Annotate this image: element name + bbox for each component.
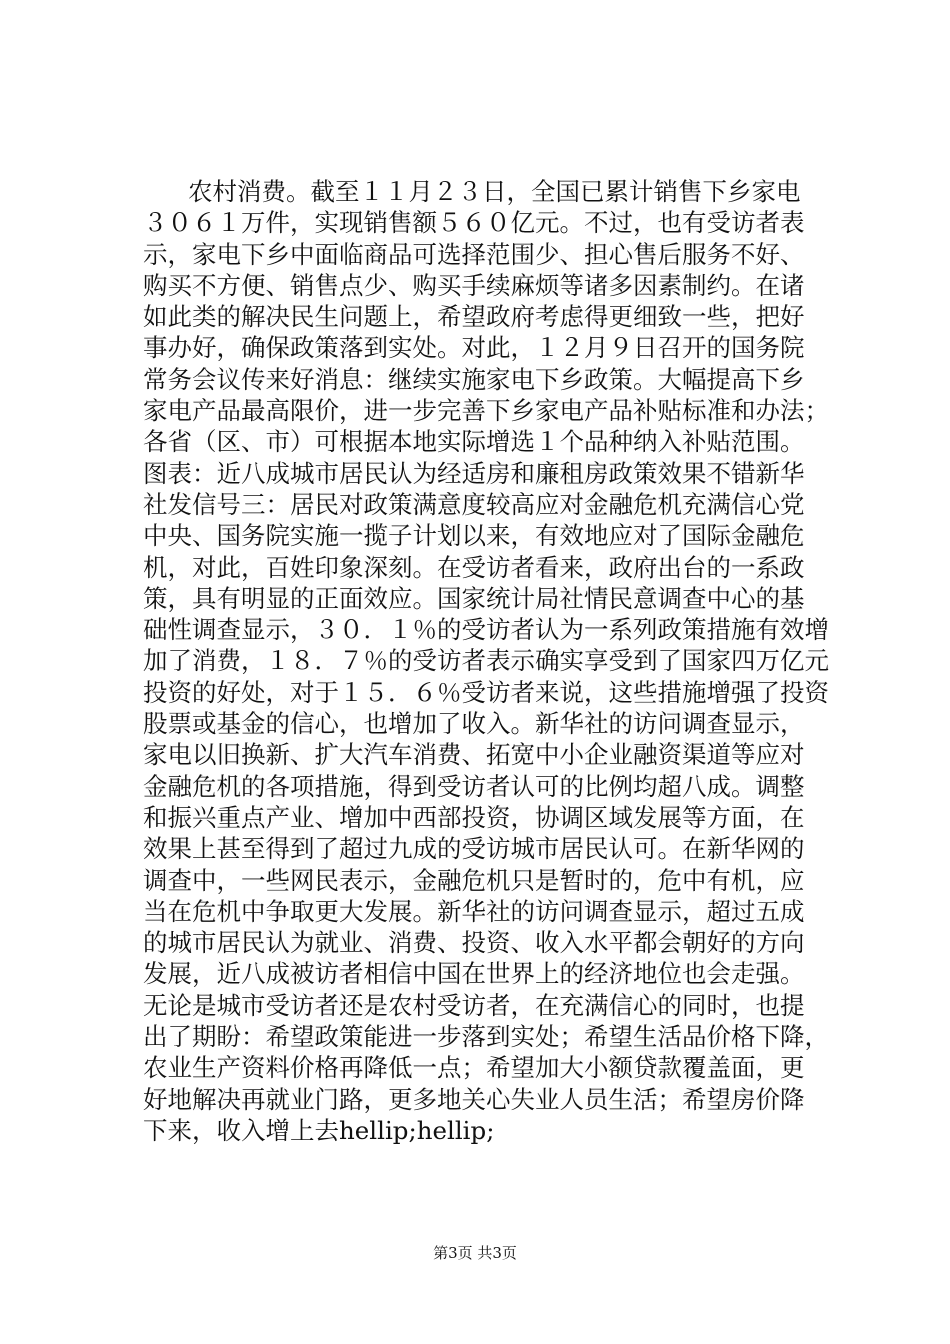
text-line: 无论是城市受访者还是农村受访者，在充满信心的同时，也提 — [143, 990, 805, 1020]
text-line: 投资的好处，对于１５．６％受访者来说，这些措施增强了投资 — [143, 677, 829, 707]
text-line: 机，对此，百姓印象深刻。在受访者看来，政府出台的一系政 — [143, 552, 805, 582]
text-line: 础性调查显示，３０．１％的受访者认为一系列政策措施有效增 — [143, 615, 829, 645]
text-line: 事办好，确保政策落到实处。对此，１２月９日召开的国务院 — [143, 333, 805, 363]
text-line: 农业生产资料价格再降低一点；希望加大小额贷款覆盖面，更 — [143, 1053, 805, 1083]
text-line: ３０６１万件，实现销售额５６０亿元。不过，也有受访者表 — [143, 208, 805, 238]
page-footer: 第3页 共3页 — [433, 1244, 517, 1262]
text-line: 当在危机中争取更大发展。新华社的访问调查显示，超过五成 — [143, 896, 805, 926]
body-paragraph — [143, 176, 863, 1146]
text-line: 发展，近八成被访者相信中国在世界上的经济地位也会走强。 — [143, 959, 805, 989]
text-line: 策，具有明显的正面效应。国家统计局社情民意调查中心的基 — [143, 583, 805, 613]
text-line: 和振兴重点产业、增加中西部投资，协调区域发展等方面，在 — [143, 802, 805, 832]
text-line: 出了期盼：希望政策能进一步落到实处；希望生活品价格下降， — [143, 1022, 829, 1052]
text-line: 常务会议传来好消息：继续实施家电下乡政策。大幅提高下乡 — [143, 364, 805, 394]
text-line: 社发信号三：居民对政策满意度较高应对金融危机充满信心党 — [143, 489, 805, 519]
text-line: 下来，收入增上去hellip;hellip; — [143, 1115, 495, 1145]
text-line: 中央、国务院实施一揽子计划以来，有效地应对了国际金融危 — [143, 521, 805, 551]
text-line: 如此类的解决民生问题上，希望政府考虑得更细致一些，把好 — [143, 302, 805, 332]
text-line: 各省（区、市）可根据本地实际增选１个品种纳入补贴范围。 — [143, 427, 805, 457]
text-line: 图表：近八成城市居民认为经适房和廉租房政策效果不错新华 — [143, 458, 805, 488]
text-line: 金融危机的各项措施，得到受访者认可的比例均超八成。调整 — [143, 771, 805, 801]
text-line: 家电产品最高限价，进一步完善下乡家电产品补贴标准和办法； — [143, 396, 829, 426]
text-line: 加了消费，１８．７％的受访者表示确实享受到了国家四万亿元 — [143, 646, 829, 676]
text-line: 调查中，一些网民表示，金融危机只是暂时的，危中有机，应 — [143, 865, 805, 895]
text-line: 示，家电下乡中面临商品可选择范围少、担心售后服务不好、 — [143, 239, 805, 269]
text-line: 股票或基金的信心，也增加了收入。新华社的访问调查显示， — [143, 709, 805, 739]
text-line: 好地解决再就业门路，更多地关心失业人员生活；希望房价降 — [143, 1084, 805, 1114]
text-line: 的城市居民认为就业、消费、投资、收入水平都会朝好的方向 — [143, 928, 805, 958]
text-line: 农村消费。截至１１月２３日，全国已累计销售下乡家电 — [188, 177, 801, 206]
text-line: 购买不方便、销售点少、购买手续麻烦等诸多因素制约。在诸 — [143, 270, 805, 300]
text-line: 家电以旧换新、扩大汽车消费、拓宽中小企业融资渠道等应对 — [143, 740, 805, 770]
text-line: 效果上甚至得到了超过九成的受访城市居民认可。在新华网的 — [143, 834, 805, 864]
